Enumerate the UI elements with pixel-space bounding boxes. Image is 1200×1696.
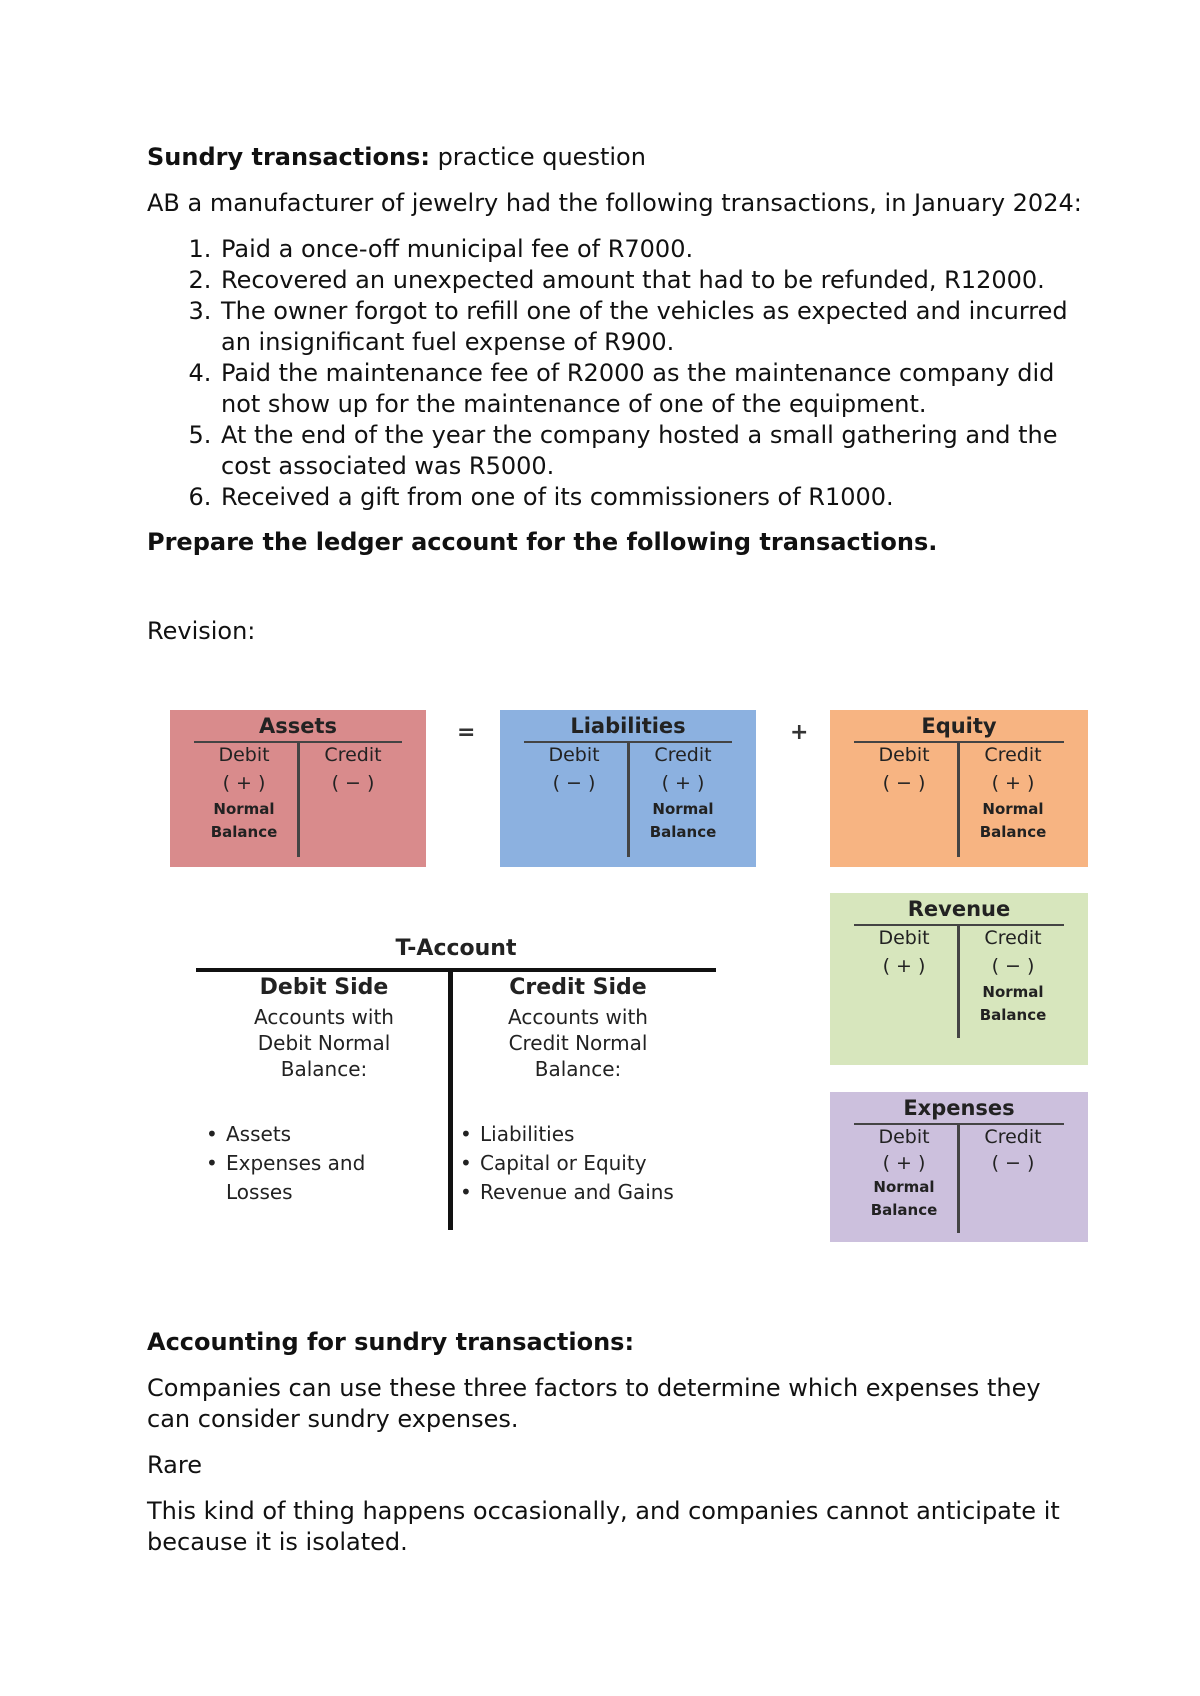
credit-label: Credit [984,927,1042,949]
debit-side [204,974,444,1082]
credit-sign: ( − ) [331,772,375,794]
subheading-rare: Rare [147,1451,202,1479]
credit-label: Credit [984,744,1042,766]
assets-box [170,710,426,867]
instruction-text: Prepare the ledger account for the following transactions. [147,528,938,556]
credit-label: Credit [984,1126,1042,1148]
list-item: • Liabilities [460,1120,674,1149]
list-item: 2. Recovered an unexpected amount that had to be refunded, R12000. [219,265,1087,296]
debit-sign: ( + ) [222,772,266,794]
document-body [147,142,1087,662]
liabilities-box [500,710,756,867]
expenses-box [830,1092,1088,1242]
t-account-title: T-Account [395,936,517,961]
credit-sign: ( − ) [991,955,1035,977]
debit-items-list [206,1120,365,1207]
balance-label: Balance [210,823,278,841]
equity-title: Equity [921,714,997,738]
normal-label: Normal [873,1178,935,1196]
debit-sign: ( − ) [882,772,926,794]
divider [297,743,300,857]
divider [957,743,960,857]
credit-sign: ( + ) [991,772,1035,794]
debit-label: Debit [878,927,930,949]
normal-label: Normal [652,800,714,818]
revenue-box [830,893,1088,1065]
debit-label: Debit [548,744,600,766]
normal-label: Normal [982,983,1044,1001]
transactions-list [147,234,1087,513]
credit-label: Credit [654,744,712,766]
liabilities-title: Liabilities [570,714,686,738]
normal-label: Normal [982,800,1044,818]
page-title: Sundry transactions: practice question [147,143,646,171]
credit-sign: ( + ) [661,772,705,794]
balance-label: Balance [979,823,1047,841]
list-item: 3. The owner forgot to refill one of the vehicles as expected and incurred an insignificant fuel expense of R900. [219,296,1087,358]
list-item: • Revenue and Gains [460,1178,674,1207]
credit-side [458,974,698,1082]
equals-sign: = [457,720,476,745]
paragraph: Companies can use these three factors to determine which expenses they can consider sundry expenses. [147,1374,1041,1433]
equity-box [830,710,1088,867]
debit-label: Debit [878,744,930,766]
divider [957,1125,960,1233]
balance-label: Balance [979,1006,1047,1024]
credit-side-desc: Accounts with Credit Normal Balance: [508,1005,648,1081]
t-account-top-line [196,968,716,972]
divider [627,743,630,857]
list-item: 4. Paid the maintenance fee of R2000 as the maintenance company did not show up for the maintenance of one of the equipment. [219,358,1087,420]
normal-label: Normal [213,800,275,818]
debit-sign: ( + ) [882,955,926,977]
list-item: • Capital or Equity [460,1149,674,1178]
debit-label: Debit [218,744,270,766]
balance-label: Balance [870,1201,938,1219]
debit-label: Debit [878,1126,930,1148]
t-account-center-line [448,968,453,1230]
debit-sign: ( + ) [882,1152,926,1174]
list-item: 5. At the end of the year the company hosted a small gathering and the cost associated was R5000. [219,420,1087,482]
plus-sign: + [790,720,809,745]
credit-sign: ( − ) [991,1152,1035,1174]
credit-label: Credit [324,744,382,766]
list-item: • Expenses and [206,1149,365,1178]
balance-label: Balance [649,823,717,841]
list-item: 6. Received a gift from one of its commissioners of R1000. [219,482,1087,513]
section-sundry-accounting [147,1327,1087,1573]
paragraph: This kind of thing happens occasionally, and companies cannot anticipate it because it is isolated. [147,1497,1060,1556]
list-item: • Assets [206,1120,365,1149]
list-item: Losses [226,1180,293,1204]
debit-side-desc: Accounts with Debit Normal Balance: [254,1005,394,1081]
list-item: 1. Paid a once-off municipal fee of R7000. [219,234,1087,265]
revision-label: Revision: [147,617,256,645]
intro-paragraph: AB a manufacturer of jewelry had the following transactions, in January 2024: [147,189,1082,217]
accounting-equation-figure [170,710,1090,1255]
credit-side-heading: Credit Side [509,975,647,1000]
divider [957,926,960,1038]
assets-title: Assets [258,714,338,738]
revenue-title: Revenue [907,897,1011,921]
debit-side-heading: Debit Side [259,975,389,1000]
section-heading: Accounting for sundry transactions: [147,1328,635,1356]
t-account-diagram [196,936,716,1236]
debit-sign: ( − ) [552,772,596,794]
expenses-title: Expenses [903,1096,1015,1120]
credit-items-list [460,1120,674,1207]
